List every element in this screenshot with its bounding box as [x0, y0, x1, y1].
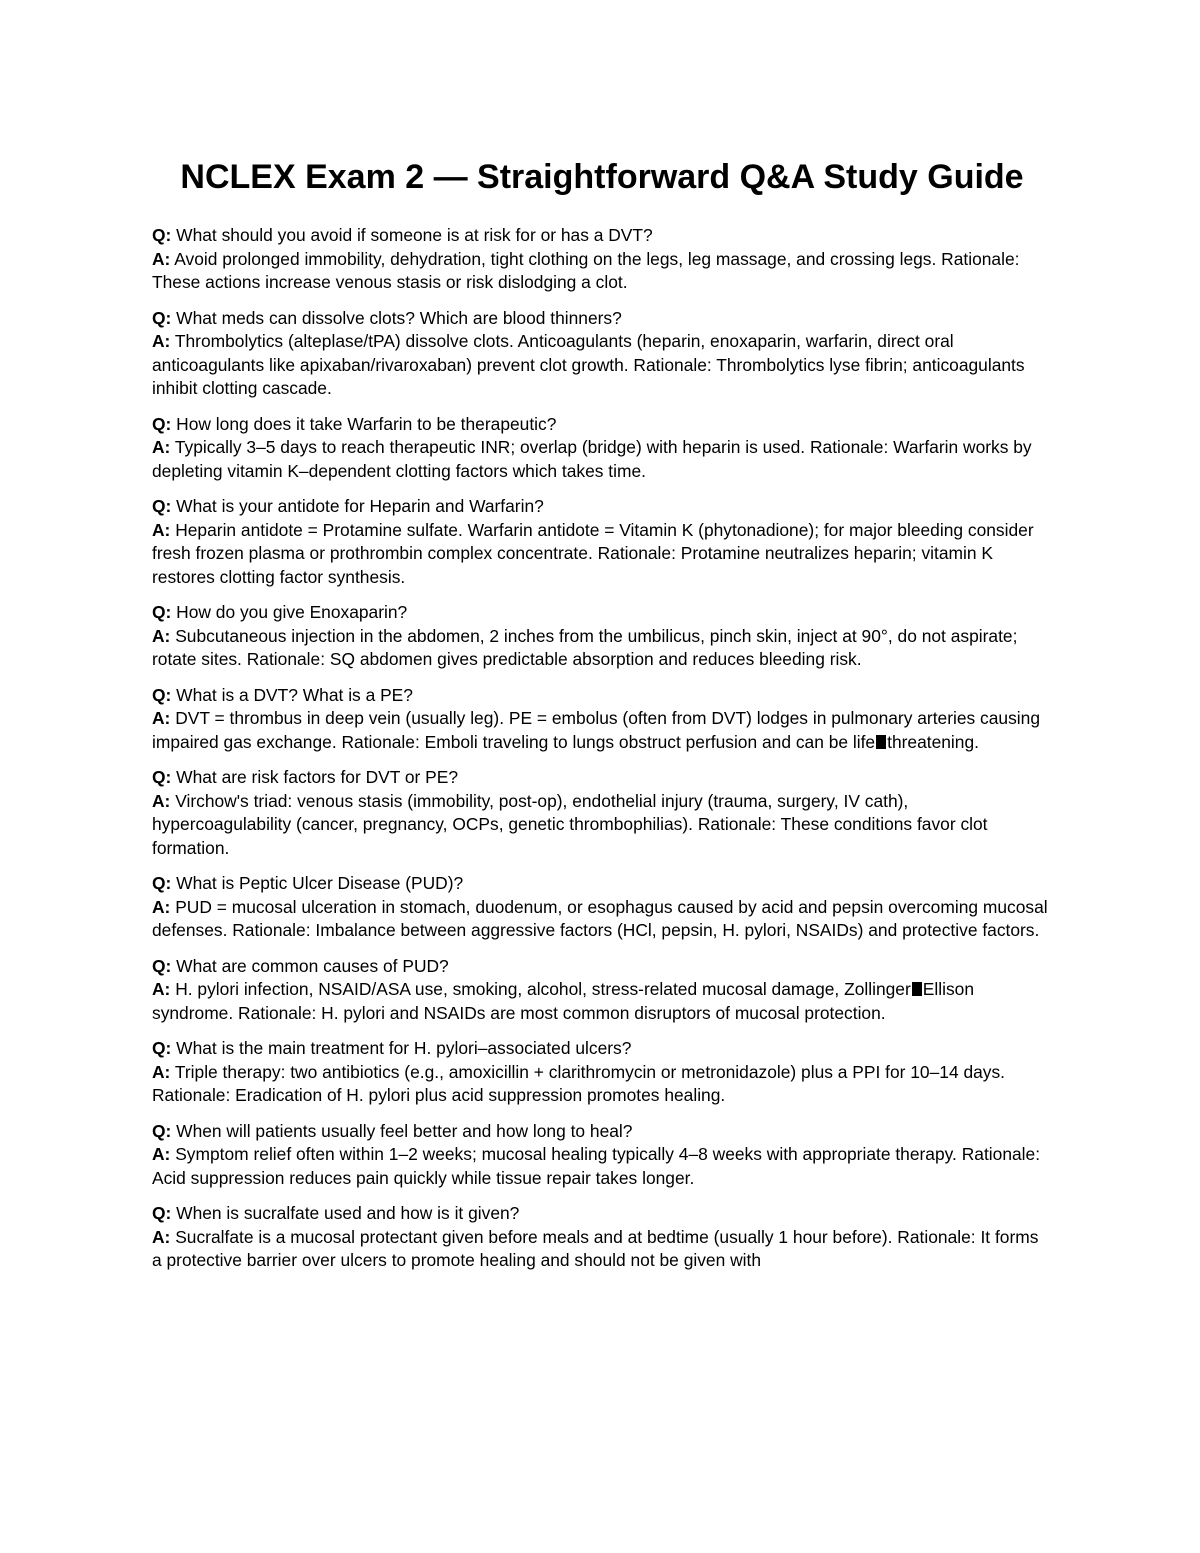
answer-label: A:	[152, 625, 171, 646]
question-text: How do you give Enoxaparin?	[176, 602, 408, 622]
qa-item	[152, 955, 1052, 1026]
answer-line	[152, 1226, 1052, 1273]
question-line	[152, 955, 1052, 979]
answer-line	[152, 790, 1052, 861]
question-label: Q:	[152, 955, 172, 976]
answer-text-part-1: H. pylori infection, NSAID/ASA use, smoking, alcohol, stress-related mucosal damage, Zollinger	[175, 979, 911, 999]
question-line	[152, 872, 1052, 896]
answer-label: A:	[152, 708, 171, 728]
question-line	[152, 601, 1052, 625]
qa-item	[152, 1120, 1052, 1191]
answer-text-part-2: Ellison syndrome. Rationale: H. pylori and NSAIDs are most common disruptors of mucosal protection.	[152, 979, 974, 1023]
answer-text: Subcutaneous injection in the abdomen, 2 inches from the umbilicus, pinch skin, inject at 90°, do not aspirate; rotate sites. Rationale: SQ abdomen gives predictable absorption and reduces bleeding risk.	[152, 625, 1018, 669]
answer-text: Heparin antidote = Protamine sulfate. Warfarin antidote = Vitamin K (phytonadione); for major bleeding consider fresh frozen plasma or prothrombin complex concentrate. Rationale: Protamine neutralizes heparin; vitamin K restores clotting factor synthesis.	[152, 519, 1034, 587]
qa-item	[152, 684, 1052, 755]
document-page	[152, 150, 1052, 1285]
answer-line	[152, 330, 1052, 401]
question-text: What is your antidote for Heparin and Warfarin?	[176, 496, 544, 516]
answer-text: Sucralfate is a mucosal protectant given before meals and at bedtime (usually 1 hour before). Rationale: It forms a protective barrier over ulcers to promote healing and should not be given with	[152, 1226, 1039, 1270]
question-label: Q:	[152, 684, 172, 705]
question-label: Q:	[152, 602, 172, 622]
answer-text: Virchow's triad: venous stasis (immobility, post-op), endothelial injury (trauma, surgery, IV cath), hypercoagulability (cancer, pregnancy, OCPs, genetic thrombophilias). Rationale: These conditions favor clot formation.	[152, 790, 988, 858]
answer-line	[152, 978, 1052, 1025]
missing-glyph-box	[876, 735, 886, 749]
question-label: Q:	[152, 767, 172, 787]
answer-label: A:	[152, 896, 171, 917]
question-line	[152, 224, 1052, 248]
question-label: Q:	[152, 307, 172, 328]
answer-line	[152, 896, 1052, 943]
question-line	[152, 1120, 1052, 1144]
answer-label: A:	[152, 979, 171, 999]
answer-text: Avoid prolonged immobility, dehydration, tight clothing on the legs, leg massage, and crossing legs. Rationale: These actions increase venous stasis or risk dislodging a clot.	[152, 248, 1020, 292]
answer-label: A:	[152, 1144, 171, 1164]
document-title: NCLEX Exam 2 — Straightforward Q&A Study Guide	[180, 158, 1024, 196]
answer-line	[152, 436, 1052, 483]
question-label: Q:	[152, 496, 172, 516]
qa-item	[152, 413, 1052, 484]
qa-item	[152, 1202, 1052, 1273]
question-text: What meds can dissolve clots? Which are blood thinners?	[176, 307, 622, 328]
answer-line	[152, 707, 1052, 754]
answer-line	[152, 625, 1052, 672]
answer-label: A:	[152, 1226, 171, 1247]
question-text: What is a DVT? What is a PE?	[176, 684, 413, 705]
answer-label: A:	[152, 1061, 171, 1082]
answer-text: Triple therapy: two antibiotics (e.g., amoxicillin + clarithromycin or metronidazole) plus a PPI for 10–14 days. Rationale: Eradication of H. pylori plus acid suppression promotes healing.	[152, 1061, 1006, 1105]
question-label: Q:	[152, 1203, 172, 1223]
question-label: Q:	[152, 1120, 172, 1141]
qa-item	[152, 872, 1052, 943]
answer-text: Typically 3–5 days to reach therapeutic INR; overlap (bridge) with heparin is used. Rationale: Warfarin works by depleting vitamin K–dependent clotting factors which takes time.	[152, 437, 1032, 481]
question-label: Q:	[152, 873, 172, 893]
question-line	[152, 1037, 1052, 1061]
answer-label: A:	[152, 248, 171, 269]
qa-item	[152, 307, 1052, 401]
answer-line	[152, 1061, 1052, 1108]
question-label: Q:	[152, 1038, 172, 1058]
question-label: Q:	[152, 413, 172, 434]
question-text: How long does it take Warfarin to be therapeutic?	[176, 413, 557, 434]
qa-item	[152, 495, 1052, 589]
question-text: What is the main treatment for H. pylori–associated ulcers?	[176, 1038, 632, 1058]
answer-text: Thrombolytics (alteplase/tPA) dissolve clots. Anticoagulants (heparin, enoxaparin, warfarin, direct oral anticoagulants like apixaban/rivaroxaban) prevent clot growth. Rationale: Thrombolytics lyse fibrin; anticoagulants inhibit clotting cascade.	[152, 331, 1025, 398]
answer-line	[152, 1143, 1052, 1190]
question-text: What are risk factors for DVT or PE?	[176, 767, 459, 787]
question-text: What is Peptic Ulcer Disease (PUD)?	[176, 873, 464, 893]
qa-item	[152, 601, 1052, 672]
question-line	[152, 307, 1052, 331]
answer-label: A:	[152, 437, 171, 457]
answer-text-part-2: threatening.	[887, 731, 979, 752]
question-line	[152, 766, 1052, 790]
answer-line	[152, 248, 1052, 295]
question-line	[152, 495, 1052, 519]
question-line	[152, 413, 1052, 437]
question-text: When will patients usually feel better and how long to heal?	[176, 1120, 633, 1141]
missing-glyph-box	[912, 982, 922, 996]
question-text: When is sucralfate used and how is it given?	[176, 1203, 520, 1223]
qa-item	[152, 224, 1052, 295]
answer-text-part-1: DVT = thrombus in deep vein (usually leg). PE = embolus (often from DVT) lodges in pulmonary arteries causing impaired gas exchange. Rationale: Emboli traveling to lungs obstruct perfusion and can be life	[152, 708, 1040, 752]
answer-line	[152, 519, 1052, 590]
question-text: What should you avoid if someone is at risk for or has a DVT?	[176, 225, 653, 245]
question-line	[152, 684, 1052, 708]
qa-item	[152, 766, 1052, 860]
answer-label: A:	[152, 331, 171, 351]
answer-label: A:	[152, 790, 171, 811]
question-text: What are common causes of PUD?	[176, 955, 449, 976]
qa-item	[152, 1037, 1052, 1108]
question-label: Q:	[152, 225, 172, 245]
answer-text: PUD = mucosal ulceration in stomach, duodenum, or esophagus caused by acid and pepsin overcoming mucosal defenses. Rationale: Imbalance between aggressive factors (HCl, pepsin, H. pylori, NSAIDs) and protective factors.	[152, 896, 1048, 940]
question-line	[152, 1202, 1052, 1226]
answer-text: Symptom relief often within 1–2 weeks; mucosal healing typically 4–8 weeks with appropriate therapy. Rationale: Acid suppression reduces pain quickly while tissue repair takes longer.	[152, 1144, 1041, 1188]
answer-label: A:	[152, 519, 171, 540]
